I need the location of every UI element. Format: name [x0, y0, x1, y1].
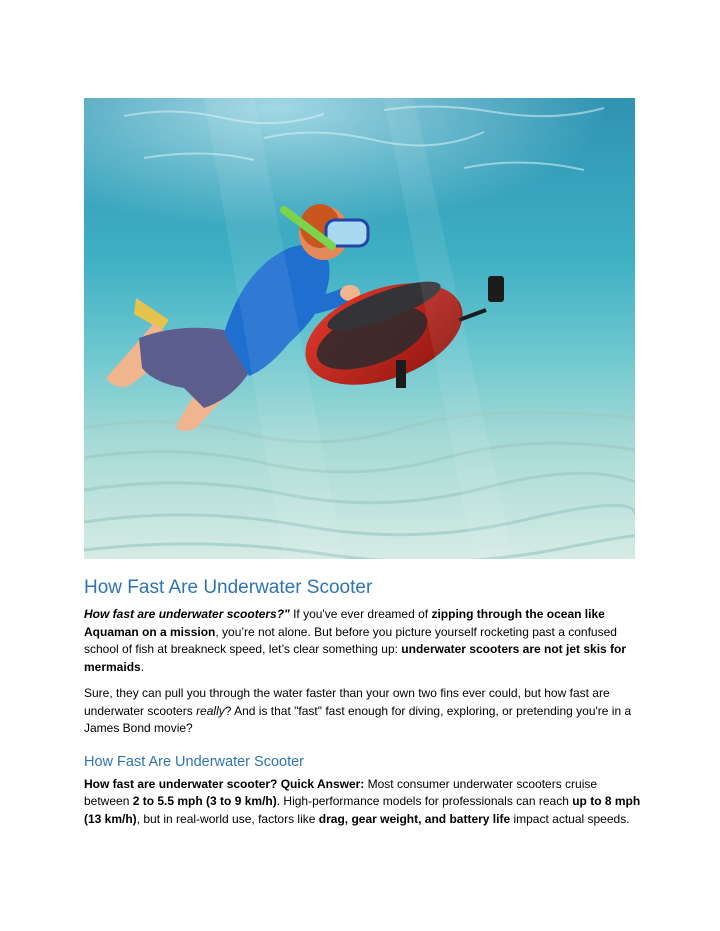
second-paragraph — [84, 685, 644, 738]
hero-image — [84, 98, 635, 559]
intro-bold-2: underwater scooters are not jet skis for mermaids — [84, 642, 627, 674]
section-heading: How Fast Are Underwater Scooter — [84, 753, 305, 770]
article-body — [84, 576, 644, 837]
para2-text-2: ? And is that "fast" fast enough for diving, exploring, or pretending you're in a James Bond movie? — [84, 703, 632, 735]
answer-text-3: , but in real-world use, factors like — [136, 811, 319, 826]
answer-text-2: . High-performance models for professionals can reach — [276, 794, 573, 808]
para2-emphasis: really — [196, 703, 225, 718]
quick-answer-paragraph — [84, 776, 644, 829]
answer-bold-4: drag, gear weight, and battery life — [318, 811, 511, 826]
intro-text-3: . — [140, 659, 145, 674]
answer-text-1: Most consumer underwater scooters cruise between — [84, 776, 598, 808]
intro-paragraph — [84, 606, 644, 676]
intro-text-2: , you’re not alone. But before you picture yourself rocketing past a confused school of fish at breakneck speed, let’s clear something up: — [84, 624, 617, 656]
answer-text-4: impact actual speeds. — [510, 811, 630, 826]
para2-text-1: Sure, they can pull you through the water faster than your own two fins ever could, but how fast are underwater scooters — [84, 686, 610, 718]
answer-bold-3: up to 8 mph (13 km/h) — [84, 794, 641, 826]
underwater-scooter-photo — [84, 98, 635, 559]
article-title: How Fast Are Underwater Scooter — [84, 577, 373, 598]
intro-question: How fast are underwater scooters?" — [84, 607, 290, 621]
intro-text-1: If you've ever dreamed of — [289, 607, 432, 621]
answer-bold-2: 2 to 5.5 mph (3 to 9 km/h) — [132, 794, 277, 808]
answer-bold-1: How fast are underwater scooter? Quick Answer: — [84, 776, 365, 791]
intro-bold-1: zipping through the ocean like Aquaman on a mission — [84, 607, 605, 639]
